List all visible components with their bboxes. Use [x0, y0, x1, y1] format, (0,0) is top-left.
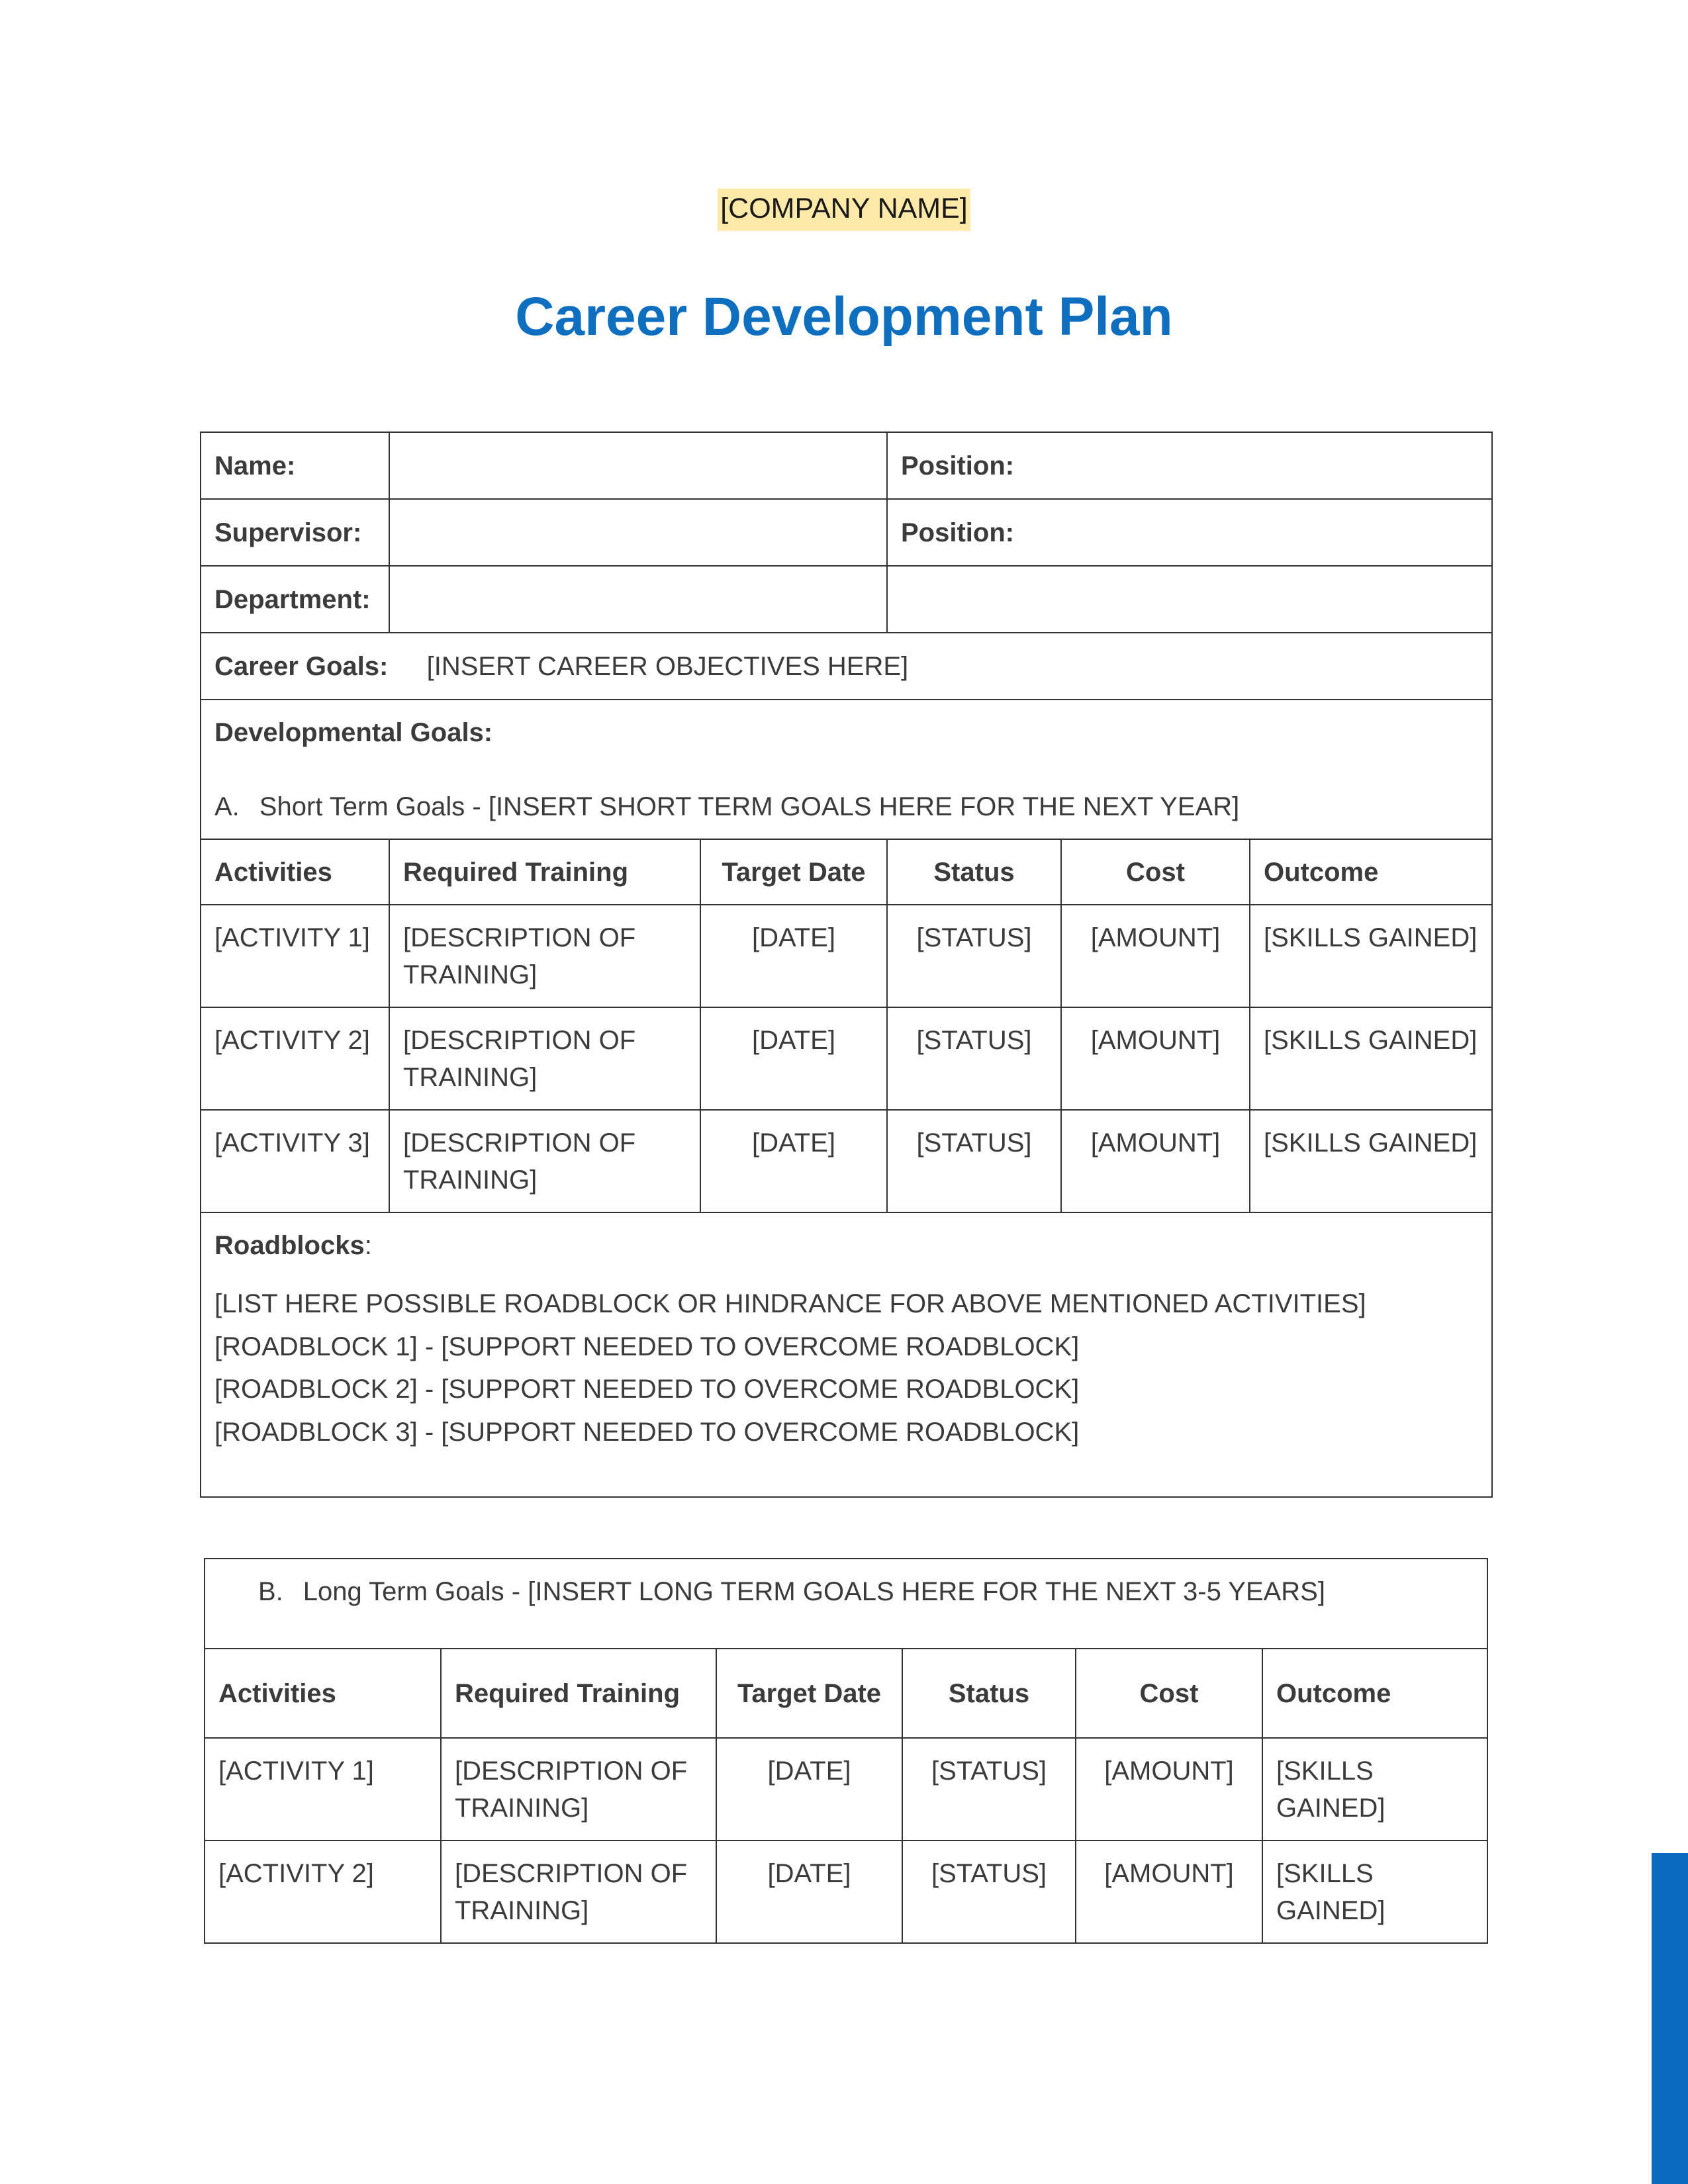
roadblocks-heading	[214, 1227, 1478, 1264]
col-header-cost: Cost	[1076, 1649, 1262, 1738]
outcome-cell[interactable]: [SKILLS GAINED]	[1250, 905, 1492, 1007]
position-label-1[interactable]: Position:	[887, 432, 1492, 499]
col-header-status: Status	[887, 839, 1061, 905]
activity-cell[interactable]: [ACTIVITY 1]	[205, 1738, 441, 1841]
training-cell[interactable]: [DESCRIPTION OF TRAINING]	[389, 1110, 700, 1212]
training-cell[interactable]: [DESCRIPTION OF TRAINING]	[441, 1738, 716, 1841]
col-header-activities: Activities	[201, 839, 389, 905]
status-cell[interactable]: [STATUS]	[902, 1841, 1076, 1943]
developmental-goals-label: Developmental Goals:	[214, 718, 493, 747]
developmental-goals-cell	[201, 700, 1492, 839]
page-title: Career Development Plan	[515, 287, 1173, 347]
career-plan-table	[200, 432, 1493, 1498]
developmental-goals-row	[201, 700, 1492, 839]
col-header-outcome: Outcome	[1262, 1649, 1487, 1738]
short-term-goals-text: Short Term Goals - [INSERT SHORT TERM GOALS HERE FOR THE NEXT YEAR]	[259, 792, 1240, 821]
roadblocks-colon: :	[364, 1231, 372, 1260]
activity-cell[interactable]: [ACTIVITY 1]	[201, 905, 389, 1007]
short-term-goals-line[interactable]	[214, 788, 1478, 825]
department-label: Department:	[201, 566, 389, 633]
status-cell[interactable]: [STATUS]	[887, 1007, 1061, 1110]
long-term-goals-line[interactable]	[205, 1559, 1487, 1649]
col-header-status: Status	[902, 1649, 1076, 1738]
roadblock-line: [LIST HERE POSSIBLE ROADBLOCK OR HINDRANCE FOR ABOVE MENTIONED ACTIVITIES]	[214, 1289, 1366, 1318]
long-term-goals-text: Long Term Goals - [INSERT LONG TERM GOALS HERE FOR THE NEXT 3-5 YEARS]	[303, 1577, 1325, 1606]
department-row	[201, 566, 1492, 633]
short-term-marker: A.	[214, 792, 240, 821]
status-cell[interactable]: [STATUS]	[887, 1110, 1061, 1212]
col-header-target-date: Target Date	[700, 839, 887, 905]
supervisor-field[interactable]	[389, 499, 887, 566]
long-term-header-row	[205, 1649, 1487, 1738]
outcome-cell[interactable]: [SKILLS GAINED]	[1262, 1738, 1487, 1841]
long-term-goals-row	[205, 1559, 1487, 1649]
company-name	[0, 195, 1688, 223]
training-cell[interactable]: [DESCRIPTION OF TRAINING]	[441, 1841, 716, 1943]
company-name-text: [COMPANY NAME]	[718, 189, 970, 231]
outcome-cell[interactable]: [SKILLS GAINED]	[1250, 1007, 1492, 1110]
date-cell[interactable]: [DATE]	[700, 1007, 887, 1110]
date-cell[interactable]: [DATE]	[700, 1110, 887, 1212]
roadblock-line: [ROADBLOCK 3] - [SUPPORT NEEDED TO OVERCOME ROADBLOCK]	[214, 1417, 1080, 1447]
cost-cell[interactable]: [AMOUNT]	[1061, 1007, 1250, 1110]
training-cell[interactable]: [DESCRIPTION OF TRAINING]	[389, 905, 700, 1007]
cost-cell[interactable]: [AMOUNT]	[1076, 1738, 1262, 1841]
date-cell[interactable]: [DATE]	[716, 1841, 902, 1943]
department-field[interactable]	[389, 566, 887, 633]
short-term-header-row	[201, 839, 1492, 905]
outcome-cell[interactable]: [SKILLS GAINED]	[1262, 1841, 1487, 1943]
supervisor-row	[201, 499, 1492, 566]
career-goals-value: [INSERT CAREER OBJECTIVES HERE]	[426, 651, 909, 681]
roadblock-line: [ROADBLOCK 2] - [SUPPORT NEEDED TO OVERCOME ROADBLOCK]	[214, 1375, 1080, 1404]
table-row	[201, 905, 1492, 1007]
cost-cell[interactable]: [AMOUNT]	[1076, 1841, 1262, 1943]
department-extra-field[interactable]	[887, 566, 1492, 633]
date-cell[interactable]: [DATE]	[700, 905, 887, 1007]
cost-cell[interactable]: [AMOUNT]	[1061, 905, 1250, 1007]
col-header-required-training: Required Training	[441, 1649, 716, 1738]
name-row	[201, 432, 1492, 499]
activity-cell[interactable]: [ACTIVITY 3]	[201, 1110, 389, 1212]
activity-cell[interactable]: [ACTIVITY 2]	[205, 1841, 441, 1943]
training-cell[interactable]: [DESCRIPTION OF TRAINING]	[389, 1007, 700, 1110]
position-label-2[interactable]: Position:	[887, 499, 1492, 566]
roadblocks-label: Roadblocks	[214, 1231, 365, 1260]
outcome-cell[interactable]: [SKILLS GAINED]	[1250, 1110, 1492, 1212]
table-row	[205, 1841, 1487, 1943]
side-accent-bar	[1652, 1853, 1688, 2184]
activity-cell[interactable]: [ACTIVITY 2]	[201, 1007, 389, 1110]
roadblocks-list	[214, 1283, 1478, 1453]
long-term-marker: B.	[258, 1577, 283, 1606]
name-label: Name:	[201, 432, 389, 499]
career-goals-row	[201, 633, 1492, 700]
date-cell[interactable]: [DATE]	[716, 1738, 902, 1841]
table-row	[201, 1110, 1492, 1212]
col-header-activities: Activities	[205, 1649, 441, 1738]
roadblock-line: [ROADBLOCK 1] - [SUPPORT NEEDED TO OVERCOME ROADBLOCK]	[214, 1332, 1080, 1361]
roadblocks-cell[interactable]	[201, 1212, 1492, 1497]
supervisor-label: Supervisor:	[201, 499, 389, 566]
career-goals-cell[interactable]	[201, 633, 1492, 700]
col-header-target-date: Target Date	[716, 1649, 902, 1738]
roadblocks-row	[201, 1212, 1492, 1497]
col-header-required-training: Required Training	[389, 839, 700, 905]
cost-cell[interactable]: [AMOUNT]	[1061, 1110, 1250, 1212]
career-goals-label: Career Goals:	[214, 651, 389, 681]
status-cell[interactable]: [STATUS]	[902, 1738, 1076, 1841]
table-row	[201, 1007, 1492, 1110]
name-field[interactable]	[389, 432, 887, 499]
table-row	[205, 1738, 1487, 1841]
col-header-outcome: Outcome	[1250, 839, 1492, 905]
status-cell[interactable]: [STATUS]	[887, 905, 1061, 1007]
long-term-goals-table	[204, 1558, 1488, 1944]
col-header-cost: Cost	[1061, 839, 1250, 905]
